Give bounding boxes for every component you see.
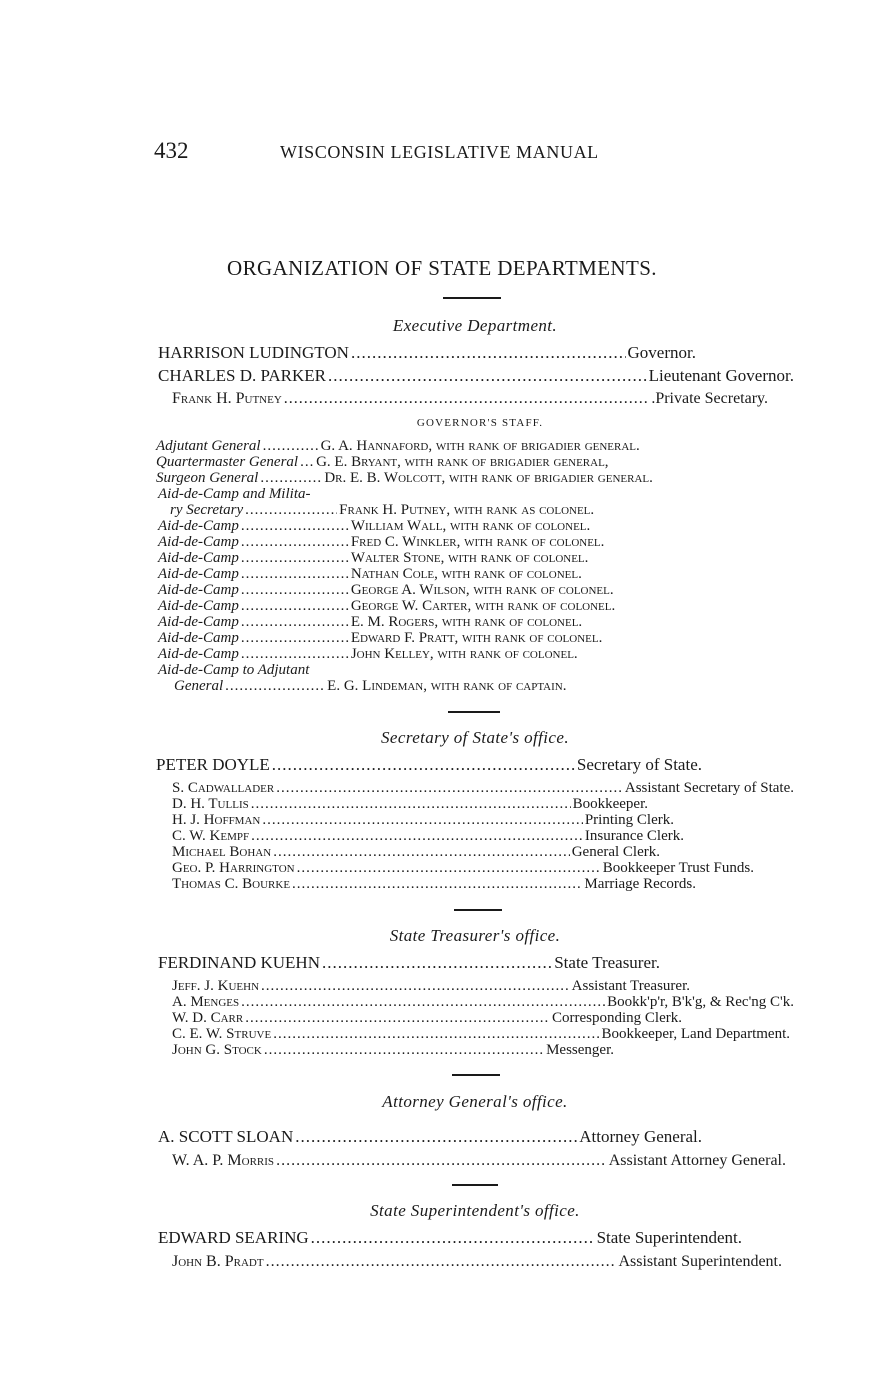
officer-row bbox=[158, 366, 794, 386]
section-heading-executive: Executive Department. bbox=[392, 316, 558, 335]
officer-row bbox=[156, 755, 702, 775]
staff-name: Michael Bohan bbox=[172, 844, 272, 860]
staff-desc: Fred C. Winkler, with rank of colonel. bbox=[350, 534, 605, 550]
staff-desc: Walter Stone, with rank of colonel. bbox=[350, 550, 589, 566]
staff-desc: William Wall, with rank of colonel. bbox=[350, 518, 591, 534]
officer-row bbox=[158, 953, 660, 973]
staff-role: Aid-de-Camp bbox=[158, 566, 239, 582]
staff-row bbox=[172, 1026, 790, 1043]
staff-row bbox=[170, 502, 712, 519]
staff-title: Assistant Superintendent. bbox=[618, 1253, 782, 1270]
staff-title: Assistant Treasurer. bbox=[571, 978, 690, 994]
officer-title: .Private Secretary. bbox=[651, 390, 768, 407]
running-title: WISCONSIN LEGISLATIVE MANUAL bbox=[280, 142, 599, 162]
staff-row bbox=[158, 614, 666, 631]
staff-desc: George A. Wilson, with rank of colonel. bbox=[350, 582, 614, 598]
staff-name: Geo. P. Harrington bbox=[172, 860, 295, 876]
staff-title: Marriage Records. bbox=[584, 876, 696, 892]
staff-role: Aid-de-Camp bbox=[158, 550, 239, 566]
officer-title: State Treasurer. bbox=[554, 953, 660, 972]
staff-role: Aid-de-Camp bbox=[158, 598, 239, 614]
staff-row bbox=[172, 994, 794, 1011]
staff-row bbox=[172, 1010, 682, 1027]
staff-role: Aid-de-Camp bbox=[158, 518, 239, 534]
staff-role: Aid-de-Camp bbox=[158, 534, 239, 550]
staff-role: ry Secretary bbox=[170, 502, 244, 518]
staff-role: General bbox=[174, 678, 224, 694]
staff-desc: G. A. Hannaford, with rank of brigadier general. bbox=[320, 438, 640, 454]
staff-row bbox=[158, 582, 718, 599]
officer-name: A. SCOTT SLOAN bbox=[158, 1127, 294, 1146]
staff-name: Jeff. J. Kuehn bbox=[172, 978, 260, 994]
staff-row bbox=[158, 646, 692, 663]
staff-row bbox=[158, 518, 678, 535]
staff-row bbox=[156, 438, 794, 455]
staff-role-line: Aid-de-Camp to Adjutant bbox=[158, 662, 310, 678]
officer-row bbox=[172, 390, 768, 408]
staff-row bbox=[172, 860, 754, 877]
staff-title: General Clerk. bbox=[571, 844, 660, 860]
staff-row bbox=[172, 812, 674, 829]
staff-role: Aid-de-Camp bbox=[158, 582, 239, 598]
section-heading-attorney: Attorney General's office. bbox=[382, 1092, 568, 1111]
staff-title: Printing Clerk. bbox=[584, 812, 674, 828]
staff-name: S. Cadwallader bbox=[172, 780, 275, 796]
staff-row bbox=[158, 598, 722, 615]
staff-name: A. Menges bbox=[172, 994, 240, 1010]
staff-name: C. W. Kempf bbox=[172, 828, 250, 844]
officer-title: Lieutenant Governor. bbox=[648, 366, 794, 385]
staff-row bbox=[174, 678, 692, 695]
staff-name: John B. Pradt bbox=[172, 1253, 264, 1270]
staff-role: Aid-de-Camp bbox=[158, 646, 239, 662]
officer-name: FERDINAND KUEHN bbox=[158, 953, 320, 972]
staff-desc: John Kelley, with rank of colonel. bbox=[350, 646, 578, 662]
officer-name: PETER DOYLE bbox=[156, 755, 270, 774]
staff-row bbox=[172, 1152, 786, 1170]
officer-row bbox=[158, 1127, 702, 1147]
staff-title: Bookkeeper Trust Funds. bbox=[602, 860, 754, 876]
staff-row bbox=[172, 844, 660, 861]
staff-name: John G. Stock bbox=[172, 1042, 262, 1058]
divider bbox=[452, 1184, 498, 1186]
section-heading-treasurer: State Treasurer's office. bbox=[389, 926, 561, 945]
staff-row bbox=[172, 796, 648, 813]
officer-name: EDWARD SEARING bbox=[158, 1228, 309, 1247]
staff-role: Aid-de-Camp bbox=[158, 630, 239, 646]
officer-row bbox=[158, 343, 696, 363]
divider bbox=[452, 1074, 500, 1076]
staff-heading: GOVERNOR'S STAFF. bbox=[416, 417, 544, 429]
staff-row bbox=[158, 566, 674, 583]
staff-name: C. E. W. Struve bbox=[172, 1026, 272, 1042]
staff-role: Quartermaster General bbox=[156, 454, 299, 470]
staff-desc: Frank H. Putney, with rank as colonel. bbox=[339, 502, 595, 518]
staff-name: W. A. P. Morris bbox=[172, 1152, 275, 1169]
staff-role: Aid-de-Camp bbox=[158, 614, 239, 630]
officer-title: State Superintendent. bbox=[596, 1228, 742, 1247]
staff-desc: E. G. Lindeman, with rank of captain. bbox=[327, 678, 567, 694]
officer-name: HARRISON LUDINGTON bbox=[158, 343, 349, 362]
staff-desc: George W. Carter, with rank of colonel. bbox=[350, 598, 616, 614]
staff-title: Bookkeeper, Land Department. bbox=[601, 1026, 790, 1042]
staff-name: H. J. Hoffman bbox=[172, 812, 261, 828]
staff-title: Bookk'p'r, B'k'g, & Rec'ng C'k. bbox=[607, 994, 794, 1010]
staff-row bbox=[172, 780, 794, 797]
staff-title: Messenger. bbox=[546, 1042, 614, 1058]
staff-row bbox=[172, 1042, 614, 1059]
staff-title: Assistant Attorney General. bbox=[608, 1152, 786, 1169]
divider bbox=[454, 909, 502, 911]
staff-desc: Dr. E. B. Wolcott, with rank of brigadier general. bbox=[324, 470, 653, 486]
section-heading-superintendent: State Superintendent's office. bbox=[370, 1201, 580, 1220]
staff-role: Adjutant General bbox=[156, 438, 261, 454]
page-title: ORGANIZATION OF STATE DEPARTMENTS. bbox=[227, 256, 657, 280]
staff-row bbox=[156, 454, 776, 471]
staff-name: W. D. Carr bbox=[172, 1010, 244, 1026]
staff-row bbox=[172, 876, 696, 893]
officer-name: CHARLES D. PARKER bbox=[158, 366, 326, 385]
staff-row bbox=[156, 470, 794, 487]
staff-row bbox=[158, 630, 714, 647]
staff-title: Assistant Secretary of State. bbox=[624, 780, 794, 796]
staff-row bbox=[172, 978, 690, 995]
staff-row bbox=[158, 534, 708, 551]
staff-role-line: Aid-de-Camp and Milita- bbox=[158, 486, 311, 502]
officer-row bbox=[158, 1228, 742, 1248]
staff-name: D. H. Tullis bbox=[172, 796, 249, 812]
staff-desc: G. E. Bryant, with rank of brigadier general, bbox=[316, 454, 609, 470]
staff-row bbox=[172, 1253, 782, 1271]
staff-name: Thomas C. Bourke bbox=[172, 876, 291, 892]
staff-desc: Edward F. Pratt, with rank of colonel. bbox=[350, 630, 603, 646]
staff-desc: E. M. Rogers, with rank of colonel. bbox=[350, 614, 583, 630]
divider bbox=[448, 711, 500, 713]
officer-title: Attorney General. bbox=[579, 1127, 702, 1146]
staff-row bbox=[158, 550, 682, 567]
officer-name: Frank H. Putney bbox=[172, 390, 282, 407]
staff-title: Bookkeeper. bbox=[572, 796, 648, 812]
staff-role: Surgeon General bbox=[156, 470, 259, 486]
staff-title: Corresponding Clerk. bbox=[552, 1010, 682, 1026]
page-number: 432 bbox=[154, 138, 189, 163]
section-heading-secretary: Secretary of State's office. bbox=[381, 728, 569, 747]
staff-desc: Nathan Cole, with rank of colonel. bbox=[350, 566, 582, 582]
officer-title: Secretary of State. bbox=[576, 755, 702, 774]
officer-title: Governor. bbox=[627, 343, 696, 362]
staff-title: Insurance Clerk. bbox=[584, 828, 684, 844]
divider bbox=[443, 297, 501, 299]
staff-row bbox=[172, 828, 684, 845]
